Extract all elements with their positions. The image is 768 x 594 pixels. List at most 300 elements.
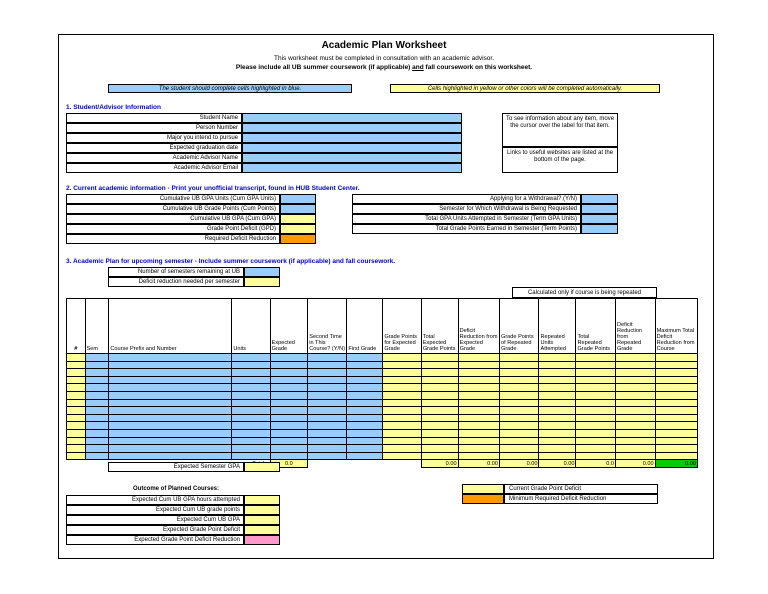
col-header: Sem (85, 299, 109, 354)
course-cell[interactable] (232, 376, 270, 384)
course-cell[interactable] (308, 422, 347, 430)
course-cell[interactable] (109, 414, 232, 422)
course-cell[interactable] (308, 437, 347, 445)
course-cell[interactable] (347, 452, 383, 460)
course-cell[interactable] (308, 407, 347, 415)
course-cell[interactable] (232, 452, 270, 460)
course-cell (67, 407, 86, 415)
course-cell[interactable] (85, 399, 109, 407)
s2-value[interactable] (280, 194, 316, 204)
course-cell (655, 422, 697, 430)
course-cell[interactable] (270, 354, 308, 362)
table-row (67, 407, 698, 415)
course-cell (576, 414, 616, 422)
course-cell[interactable] (308, 376, 347, 384)
course-cell (421, 452, 458, 460)
course-cell (67, 391, 86, 399)
course-cell (67, 414, 86, 422)
course-cell (539, 384, 576, 392)
course-cell (383, 354, 422, 362)
course-cell[interactable] (270, 414, 308, 422)
course-cell[interactable] (109, 391, 232, 399)
course-cell (383, 429, 422, 437)
s1-label: Major you intend to pursue (66, 133, 242, 143)
table-row (67, 399, 698, 407)
s1-input[interactable] (242, 123, 462, 133)
links-note: Links to useful websites are listed at the bottom of the page. (502, 147, 618, 173)
course-cell[interactable] (270, 452, 308, 460)
course-cell (458, 369, 499, 377)
course-cell[interactable] (109, 361, 232, 369)
course-cell[interactable] (347, 399, 383, 407)
course-cell[interactable] (109, 369, 232, 377)
outcome-value (244, 515, 280, 525)
course-cell[interactable] (308, 384, 347, 392)
course-cell[interactable] (109, 376, 232, 384)
course-cell (615, 376, 655, 384)
course-cell (383, 369, 422, 377)
course-cell (67, 361, 86, 369)
course-cell[interactable] (308, 429, 347, 437)
col-header: Second Time in This Course? (Y/N) (308, 299, 347, 354)
total-empty (383, 460, 422, 468)
s2-value (280, 234, 316, 244)
course-cell[interactable] (347, 429, 383, 437)
course-cell (67, 437, 86, 445)
course-cell (499, 407, 539, 415)
s2-right-input[interactable] (581, 194, 618, 204)
s1-label: Academic Advisor Name (66, 153, 242, 163)
course-cell (499, 429, 539, 437)
table-row (67, 354, 698, 362)
course-cell[interactable] (308, 361, 347, 369)
outcome-label: Expected Grade Point Deficit Reduction (66, 535, 244, 545)
subtitle-consult: This worksheet must be completed in consultation with an academic advisor. (273, 55, 495, 62)
course-cell[interactable] (347, 407, 383, 415)
s2-right-input[interactable] (581, 224, 618, 234)
course-cell (67, 399, 86, 407)
repeat-note: Calculated only if course is being repeated (512, 287, 657, 298)
course-cell[interactable] (270, 369, 308, 377)
course-cell (67, 445, 86, 453)
course-cell[interactable] (109, 407, 232, 415)
course-cell[interactable] (85, 391, 109, 399)
course-cell (615, 369, 655, 377)
course-cell[interactable] (347, 361, 383, 369)
course-cell (655, 391, 697, 399)
total-value: 0.00 (655, 460, 697, 468)
course-cell[interactable] (232, 437, 270, 445)
course-cell (655, 445, 697, 453)
outcome-value (244, 505, 280, 515)
col-header: Maximum Total Deficit Reduction from Course (655, 299, 697, 354)
section3-heading: 3. Academic Plan for upcoming semester - Include summer coursework (if applicable) and fall coursework. (66, 258, 396, 265)
course-cell (458, 391, 499, 399)
s2-value (280, 224, 316, 234)
course-cell[interactable] (109, 437, 232, 445)
col-header: Total Expected Grade Points (421, 299, 458, 354)
legend-yellow-swatch (462, 484, 504, 494)
course-cell[interactable] (308, 445, 347, 453)
course-cell (539, 429, 576, 437)
course-cell[interactable] (308, 369, 347, 377)
s2-right-input[interactable] (581, 204, 618, 214)
course-cell[interactable] (308, 414, 347, 422)
course-cell (421, 361, 458, 369)
course-cell[interactable] (270, 422, 308, 430)
table-row (67, 422, 698, 430)
total-empty (308, 460, 347, 468)
course-cell (655, 414, 697, 422)
course-cell (499, 369, 539, 377)
table-row (67, 361, 698, 369)
s3-label: Number of semesters remaining at UB (108, 267, 244, 277)
course-cell (499, 376, 539, 384)
outcome-label: Expected Cum UB grade points (66, 505, 244, 515)
course-plan-table (66, 298, 698, 468)
course-cell (421, 384, 458, 392)
course-cell (458, 407, 499, 415)
col-header: First Grade (347, 299, 383, 354)
course-cell (383, 376, 422, 384)
course-cell (576, 354, 616, 362)
course-cell (539, 354, 576, 362)
subtitle-include: Please include all UB summer coursework (if applicable) and fall coursework on this worksheet. (235, 64, 533, 71)
course-cell[interactable] (109, 399, 232, 407)
legend-current-deficit: Current Grade Point Deficit (504, 484, 658, 494)
course-cell[interactable] (85, 376, 109, 384)
course-cell (458, 445, 499, 453)
course-cell (383, 445, 422, 453)
banner-yellow: Cells highlighted in yellow or other colors will be completed automatically. (390, 84, 660, 93)
total-value: 0.00 (421, 460, 458, 468)
course-cell (67, 429, 86, 437)
course-cell (499, 399, 539, 407)
course-cell (576, 376, 616, 384)
s3-label: Deficit reduction needed per semester (108, 277, 244, 287)
s2-label: Cumulative UB GPA Units (Cum GPA Units) (66, 194, 280, 204)
s1-input[interactable] (242, 143, 462, 153)
course-cell[interactable] (232, 399, 270, 407)
course-cell (615, 414, 655, 422)
course-cell (383, 422, 422, 430)
s1-input[interactable] (242, 113, 462, 123)
course-cell (539, 391, 576, 399)
course-cell[interactable] (232, 407, 270, 415)
col-header: # (67, 299, 86, 354)
course-cell[interactable] (270, 376, 308, 384)
course-cell[interactable] (347, 422, 383, 430)
course-cell (576, 391, 616, 399)
course-cell[interactable] (232, 445, 270, 453)
table-row (67, 384, 698, 392)
outcome-value (244, 495, 280, 505)
course-cell[interactable] (85, 445, 109, 453)
course-cell (576, 429, 616, 437)
course-cell[interactable] (347, 354, 383, 362)
course-cell (576, 399, 616, 407)
total-value: 0.00 (539, 460, 576, 468)
course-cell (67, 354, 86, 362)
s1-label: Student Name (66, 113, 242, 123)
expected-gpa-value (244, 462, 280, 472)
course-cell (383, 407, 422, 415)
course-cell (67, 376, 86, 384)
course-cell (458, 437, 499, 445)
col-header: Expected Grade (270, 299, 308, 354)
course-cell (421, 429, 458, 437)
course-cell (615, 354, 655, 362)
legend-orange-swatch (462, 494, 504, 504)
course-cell (499, 384, 539, 392)
course-cell[interactable] (85, 452, 109, 460)
table-row (67, 429, 698, 437)
s3-value (244, 277, 280, 287)
course-cell (421, 422, 458, 430)
course-cell[interactable] (270, 361, 308, 369)
course-cell (67, 384, 86, 392)
course-cell (576, 369, 616, 377)
table-row (67, 437, 698, 445)
course-cell[interactable] (232, 354, 270, 362)
total-value: 0.00 (458, 460, 499, 468)
course-cell (383, 452, 422, 460)
course-cell (576, 422, 616, 430)
s1-input[interactable] (242, 163, 462, 173)
s1-input[interactable] (242, 153, 462, 163)
s3-value[interactable] (244, 267, 280, 277)
course-cell (458, 384, 499, 392)
course-cell[interactable] (308, 399, 347, 407)
course-cell[interactable] (232, 384, 270, 392)
course-cell (539, 407, 576, 415)
course-cell (499, 445, 539, 453)
s1-input[interactable] (242, 133, 462, 143)
s1-label: Person Number (66, 123, 242, 133)
course-cell (655, 437, 697, 445)
course-cell (499, 391, 539, 399)
course-cell[interactable] (109, 384, 232, 392)
course-cell[interactable] (347, 437, 383, 445)
total-value: 0.00 (499, 460, 539, 468)
course-cell (539, 414, 576, 422)
course-cell (539, 452, 576, 460)
s2-right-label: Semester for Which Withdrawal is Being Requested (352, 204, 581, 214)
course-cell (655, 399, 697, 407)
course-cell[interactable] (85, 361, 109, 369)
course-cell[interactable] (109, 354, 232, 362)
course-cell (576, 407, 616, 415)
course-cell[interactable] (270, 445, 308, 453)
course-cell[interactable] (109, 445, 232, 453)
course-cell[interactable] (270, 407, 308, 415)
course-cell[interactable] (347, 414, 383, 422)
s2-value[interactable] (280, 204, 316, 214)
course-cell (655, 407, 697, 415)
col-header: Units (232, 299, 270, 354)
course-cell (421, 391, 458, 399)
course-cell (421, 445, 458, 453)
course-cell (458, 422, 499, 430)
course-cell (655, 369, 697, 377)
course-cell (615, 422, 655, 430)
course-cell (539, 437, 576, 445)
s2-label: Grade Point Deficit (GPD) (66, 224, 280, 234)
course-cell (539, 422, 576, 430)
course-cell (383, 384, 422, 392)
course-cell (383, 437, 422, 445)
course-cell[interactable] (347, 445, 383, 453)
course-cell[interactable] (347, 376, 383, 384)
col-header: Grade Points for Expected Grade (383, 299, 422, 354)
course-cell[interactable] (85, 407, 109, 415)
course-cell (655, 452, 697, 460)
course-cell (458, 354, 499, 362)
table-row (67, 452, 698, 460)
s2-label: Cumulative UB GPA (Cum GPA) (66, 214, 280, 224)
course-cell[interactable] (270, 437, 308, 445)
col-header: Repeated Units Attempted (539, 299, 576, 354)
course-cell (655, 361, 697, 369)
course-cell (383, 399, 422, 407)
course-cell[interactable] (347, 391, 383, 399)
course-cell (655, 376, 697, 384)
s2-value (280, 214, 316, 224)
course-cell[interactable] (85, 414, 109, 422)
course-cell[interactable] (232, 422, 270, 430)
table-row (67, 391, 698, 399)
course-cell (458, 399, 499, 407)
course-cell (615, 437, 655, 445)
course-cell (458, 452, 499, 460)
total-units: 0.0 (270, 460, 308, 468)
table-row (67, 414, 698, 422)
course-cell (539, 445, 576, 453)
col-header: Total Repeated Grade Points (576, 299, 616, 354)
course-cell (421, 399, 458, 407)
outcome-label: Expected Cum UB GPA hours attempted (66, 495, 244, 505)
outcome-label: Expected Cum UB GPA (66, 515, 244, 525)
course-cell (499, 452, 539, 460)
course-cell[interactable] (85, 429, 109, 437)
total-value: 0.00 (615, 460, 655, 468)
course-cell (655, 354, 697, 362)
course-cell (499, 354, 539, 362)
s2-right-label: Total Grade Points Earned in Semester (Term Points) (352, 224, 581, 234)
course-cell (421, 407, 458, 415)
course-cell (458, 376, 499, 384)
s2-right-label: Applying for a Withdrawal? (Y/N) (352, 194, 581, 204)
expected-gpa-label: Expected Semester GPA (108, 462, 244, 472)
course-cell (576, 437, 616, 445)
course-cell[interactable] (85, 422, 109, 430)
hover-note: To see information about any item, move the cursor over the label for that item. (502, 113, 618, 147)
course-cell (615, 399, 655, 407)
course-cell (421, 376, 458, 384)
course-cell[interactable] (232, 429, 270, 437)
course-cell (539, 399, 576, 407)
course-cell[interactable] (232, 369, 270, 377)
course-cell (499, 437, 539, 445)
course-cell[interactable] (232, 414, 270, 422)
course-cell (615, 452, 655, 460)
course-cell (67, 369, 86, 377)
total-empty (347, 460, 383, 468)
course-cell (615, 407, 655, 415)
course-cell[interactable] (347, 369, 383, 377)
course-cell[interactable] (109, 422, 232, 430)
course-cell[interactable] (109, 429, 232, 437)
course-cell (383, 361, 422, 369)
course-cell (539, 361, 576, 369)
col-header: Deficit Reduction from Expected Grade (458, 299, 499, 354)
course-cell (655, 384, 697, 392)
course-cell (615, 445, 655, 453)
banner-blue: The student should complete cells highlighted in blue. (108, 84, 352, 93)
course-cell[interactable] (308, 391, 347, 399)
course-cell[interactable] (85, 384, 109, 392)
section1-heading: 1. Student/Advisor Information (66, 104, 161, 111)
course-cell (458, 361, 499, 369)
course-cell (421, 414, 458, 422)
course-cell[interactable] (232, 391, 270, 399)
course-cell[interactable] (85, 369, 109, 377)
table-row (67, 445, 698, 453)
course-cell (499, 361, 539, 369)
course-cell (383, 391, 422, 399)
course-cell (576, 361, 616, 369)
course-cell[interactable] (270, 429, 308, 437)
total-value: 0.0 (576, 460, 616, 468)
course-cell (67, 422, 86, 430)
course-cell[interactable] (270, 391, 308, 399)
s2-label: Required Deficit Reduction (66, 234, 280, 244)
section2-heading: 2. Current academic information - Print your unofficial transcript, found in HUB Student Center. (66, 185, 360, 192)
col-header: Deficit Reduction from Repeated Grade (615, 299, 655, 354)
course-cell[interactable] (308, 354, 347, 362)
course-cell (655, 429, 697, 437)
s1-label: Expected graduation date (66, 143, 242, 153)
course-cell[interactable] (270, 384, 308, 392)
course-cell (539, 369, 576, 377)
s2-right-input[interactable] (581, 214, 618, 224)
course-cell (458, 429, 499, 437)
outcome-label: Expected Grade Point Deficit (66, 525, 244, 535)
page-title: Academic Plan Worksheet (321, 40, 447, 51)
course-cell (615, 429, 655, 437)
course-cell (576, 452, 616, 460)
course-cell[interactable] (85, 354, 109, 362)
s2-label: Cumulative UB Grade Points (Cum Points) (66, 204, 280, 214)
legend-min-reduction: Minimum Required Deficit Reduction (504, 494, 658, 504)
course-cell[interactable] (109, 452, 232, 460)
course-cell[interactable] (232, 361, 270, 369)
course-cell (499, 422, 539, 430)
outcome-heading: Outcome of Planned Courses: (132, 486, 219, 492)
course-cell (615, 361, 655, 369)
course-cell[interactable] (308, 452, 347, 460)
col-header: Course Prefix and Number (109, 299, 232, 354)
course-cell (67, 452, 86, 460)
s2-right-label: Total GPA Units Attempted in Semester (Term GPA Units) (352, 214, 581, 224)
course-cell[interactable] (85, 437, 109, 445)
s1-label: Academic Advisor Email (66, 163, 242, 173)
course-cell[interactable] (270, 399, 308, 407)
outcome-value (244, 535, 280, 545)
table-row (67, 376, 698, 384)
course-cell[interactable] (347, 384, 383, 392)
course-cell (383, 414, 422, 422)
